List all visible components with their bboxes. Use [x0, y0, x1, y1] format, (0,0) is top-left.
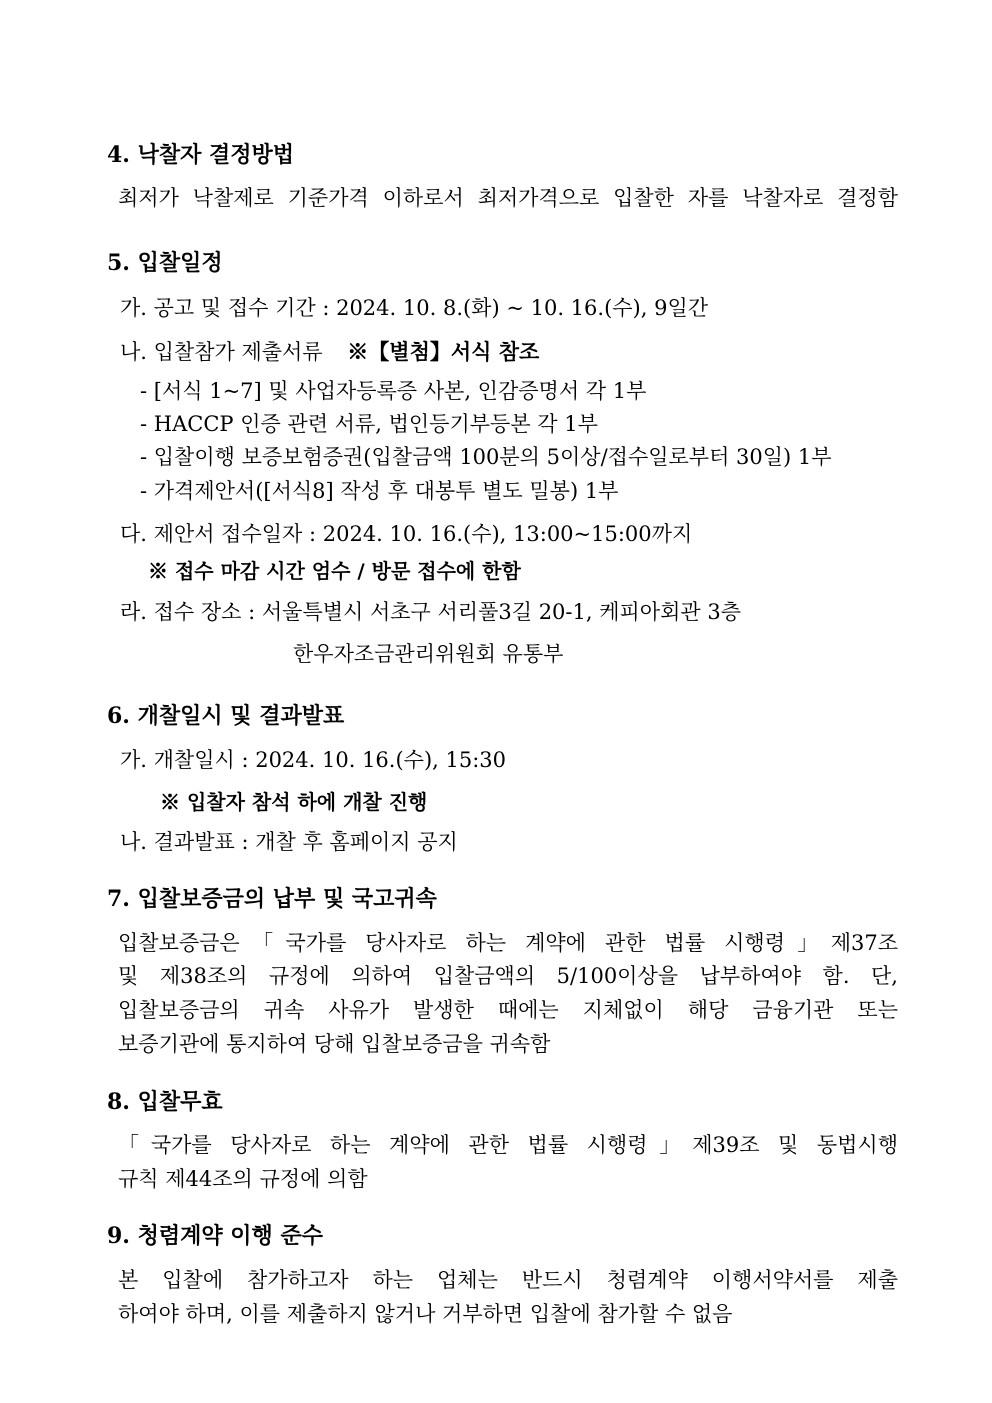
section-7-line: 입찰보증금은「국가를 당사자로 하는 계약에 관한 법률 시행령」제37조 [118, 931, 898, 955]
section-7-line: 보증기관에 통지하여 당해 입찰보증금을 귀속함 [118, 1032, 551, 1056]
section-5-item-na [120, 338, 539, 366]
section-9-line: 하여야 하며, 이를 제출하지 않거나 거부하면 입찰에 참가할 수 없음 [118, 1302, 733, 1326]
section-5-item-ra-cont: 한우자조금관리위원회 유통부 [293, 642, 564, 666]
section-5-item-na-note: ※【별첨】서식 참조 [347, 339, 540, 364]
section-7-line: 및 제38조의 규정에 의하여 입찰금액의 5/100이상을 납부하여야 함. 단, [118, 964, 898, 988]
section-5-item-na-label: 나. 입찰참가 제출서류 [120, 340, 323, 364]
section-8-heading: 8. 입찰무효 [107, 1089, 223, 1115]
section-7-line: 입찰보증금의 귀속 사유가 발생한 때에는 지체없이 해당 금융기관 또는 [118, 998, 898, 1022]
section-5-item-da: 다. 제안서 접수일자 : 2024. 10. 16.(수), 13:00~15:00까지 [120, 522, 693, 546]
section-6-item-ga-note: ※ 입찰자 참석 하에 개찰 진행 [160, 790, 428, 814]
section-5-item-da-note: ※ 접수 마감 시간 엄수 / 방문 접수에 한함 [148, 559, 521, 583]
section-6-item-ga: 가. 개찰일시 : 2024. 10. 16.(수), 15:30 [120, 748, 507, 772]
section-6-heading: 6. 개찰일시 및 결과발표 [107, 703, 345, 729]
section-8-line: 규칙 제44조의 규정에 의함 [118, 1167, 368, 1191]
section-5-item-ga: 가. 공고 및 접수 기간 : 2024. 10. 8.(화) ~ 10. 16.(수), 9일간 [120, 296, 709, 320]
section-5-item-ra: 라. 접수 장소 : 서울특별시 서초구 서리풀3길 20-1, 케피아회관 3층 [120, 600, 741, 624]
section-4-heading: 4. 낙찰자 결정방법 [107, 142, 295, 168]
section-9-heading: 9. 청렴계약 이행 준수 [107, 1223, 323, 1249]
section-4-body: 최저가 낙찰제로 기준가격 이하로서 최저가격으로 입찰한 자를 낙찰자로 결정함 [118, 186, 898, 210]
section-8-line: 「국가를 당사자로 하는 계약에 관한 법률 시행령」제39조 및 동법시행 [118, 1133, 898, 1157]
section-5-doc-item: - 가격제안서([서식8] 작성 후 대봉투 별도 밀봉) 1부 [140, 479, 619, 503]
section-5-doc-item: - 입찰이행 보증보험증권(입찰금액 100분의 5이상/접수일로부터 30일) 1부 [140, 445, 832, 469]
section-7-heading: 7. 입찰보증금의 납부 및 국고귀속 [107, 886, 437, 912]
section-9-line: 본 입찰에 참가하고자 하는 업체는 반드시 청렴계약 이행서약서를 제출 [118, 1268, 898, 1292]
section-6-item-na: 나. 결과발표 : 개찰 후 홈페이지 공지 [120, 830, 458, 854]
section-5-doc-item: - HACCP 인증 관련 서류, 법인등기부등본 각 1부 [140, 412, 598, 436]
section-5-heading: 5. 입찰일정 [107, 250, 223, 276]
section-5-doc-item: - [서식 1~7] 및 사업자등록증 사본, 인감증명서 각 1부 [140, 379, 647, 403]
